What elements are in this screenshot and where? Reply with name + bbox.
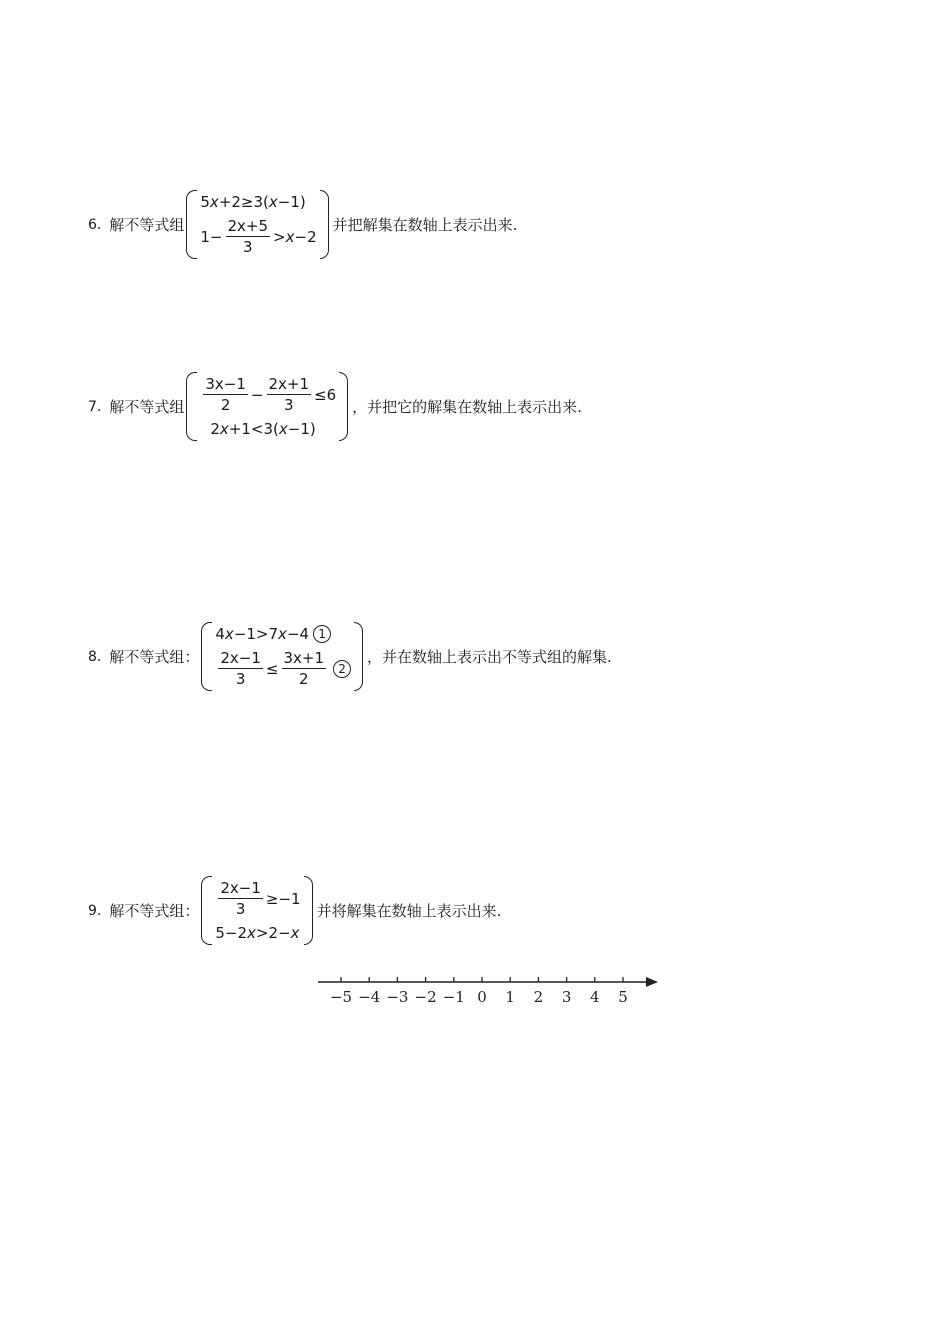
problem-instruction: 并把解集在数轴上表示出来. (332, 216, 518, 234)
right-brace (339, 372, 348, 441)
problem-label: 解不等式组 (109, 398, 185, 416)
problem-label: 解不等式组 (109, 216, 185, 234)
inequality-1: $\frac{2x-1}{3}$ ≥−1 (220, 879, 301, 918)
inequality-1: 5 x +2≥3( x −1) (200, 193, 306, 211)
inequality-system (186, 372, 348, 441)
problem-9 (88, 876, 501, 945)
inequality-1: 4 x −1>7 x −4 1 (215, 622, 351, 646)
tick-label: 1 (505, 988, 515, 1006)
arrow-head-icon (646, 977, 658, 987)
fraction: $\frac{2x+5}{3}$ (227, 217, 269, 256)
problem-instruction: ，并在数轴上表示出不等式组的解集. (367, 648, 612, 666)
tick-label: −1 (442, 988, 465, 1006)
problem-number: 8. (88, 648, 102, 665)
tick-label: −3 (386, 988, 409, 1006)
left-brace (201, 876, 212, 945)
tick-label: 4 (590, 988, 600, 1006)
inequality-system (201, 622, 363, 691)
tick-label: −2 (414, 988, 437, 1006)
inequality-2: 2 x +1<3( x −1) (210, 420, 316, 438)
tick-label: 3 (561, 988, 572, 1006)
problem-label: 解不等式组： (109, 902, 200, 920)
right-brace (354, 622, 363, 691)
inequality-system (201, 876, 312, 945)
circled-number-2: 2 (333, 660, 351, 678)
problem-instruction: 并将解集在数轴上表示出来. (316, 902, 502, 920)
problem-8 (88, 622, 612, 691)
inequality-2: $\frac{2x-1}{3}$ ≤ $\frac{3x+1}{2}$ 2 (215, 646, 351, 691)
tick-label: 5 (618, 988, 628, 1006)
inequality-1: $\frac{3x-1}{2}$ − $\frac{2x+1}{3}$ ≤6 (205, 375, 337, 414)
inequality-2: 5−2 x >2− x (215, 924, 300, 942)
number-line (310, 970, 670, 1015)
problem-7 (88, 372, 582, 441)
left-brace (201, 622, 212, 691)
fraction: $\frac{2x+1}{3}$ (268, 375, 310, 414)
problem-number: 9. (88, 902, 102, 919)
fraction: $\frac{2x-1}{3}$ (220, 879, 261, 918)
problem-number: 6. (88, 216, 102, 233)
tick-label: 2 (533, 988, 544, 1006)
problem-6 (88, 190, 517, 259)
left-brace (186, 190, 197, 259)
tick-label: −5 (329, 988, 353, 1006)
tick-label: 0 (477, 988, 487, 1006)
problem-number: 7. (88, 398, 102, 415)
tick-label: −4 (358, 988, 381, 1006)
inequality-system (186, 190, 328, 259)
right-brace (320, 190, 329, 259)
left-brace (186, 372, 197, 441)
fraction: $\frac{2x-1}{3}$ (220, 649, 261, 688)
fraction: $\frac{3x+1}{2}$ (283, 649, 325, 688)
problem-label: 解不等式组： (109, 648, 200, 666)
problem-instruction: ，并把它的解集在数轴上表示出来. (352, 398, 582, 416)
right-brace (304, 876, 313, 945)
circled-number-1: 1 (313, 625, 331, 643)
inequality-2: 1− $\frac{2x+5}{3}$ > x −2 (200, 217, 317, 256)
fraction: $\frac{3x-1}{2}$ (205, 375, 246, 414)
